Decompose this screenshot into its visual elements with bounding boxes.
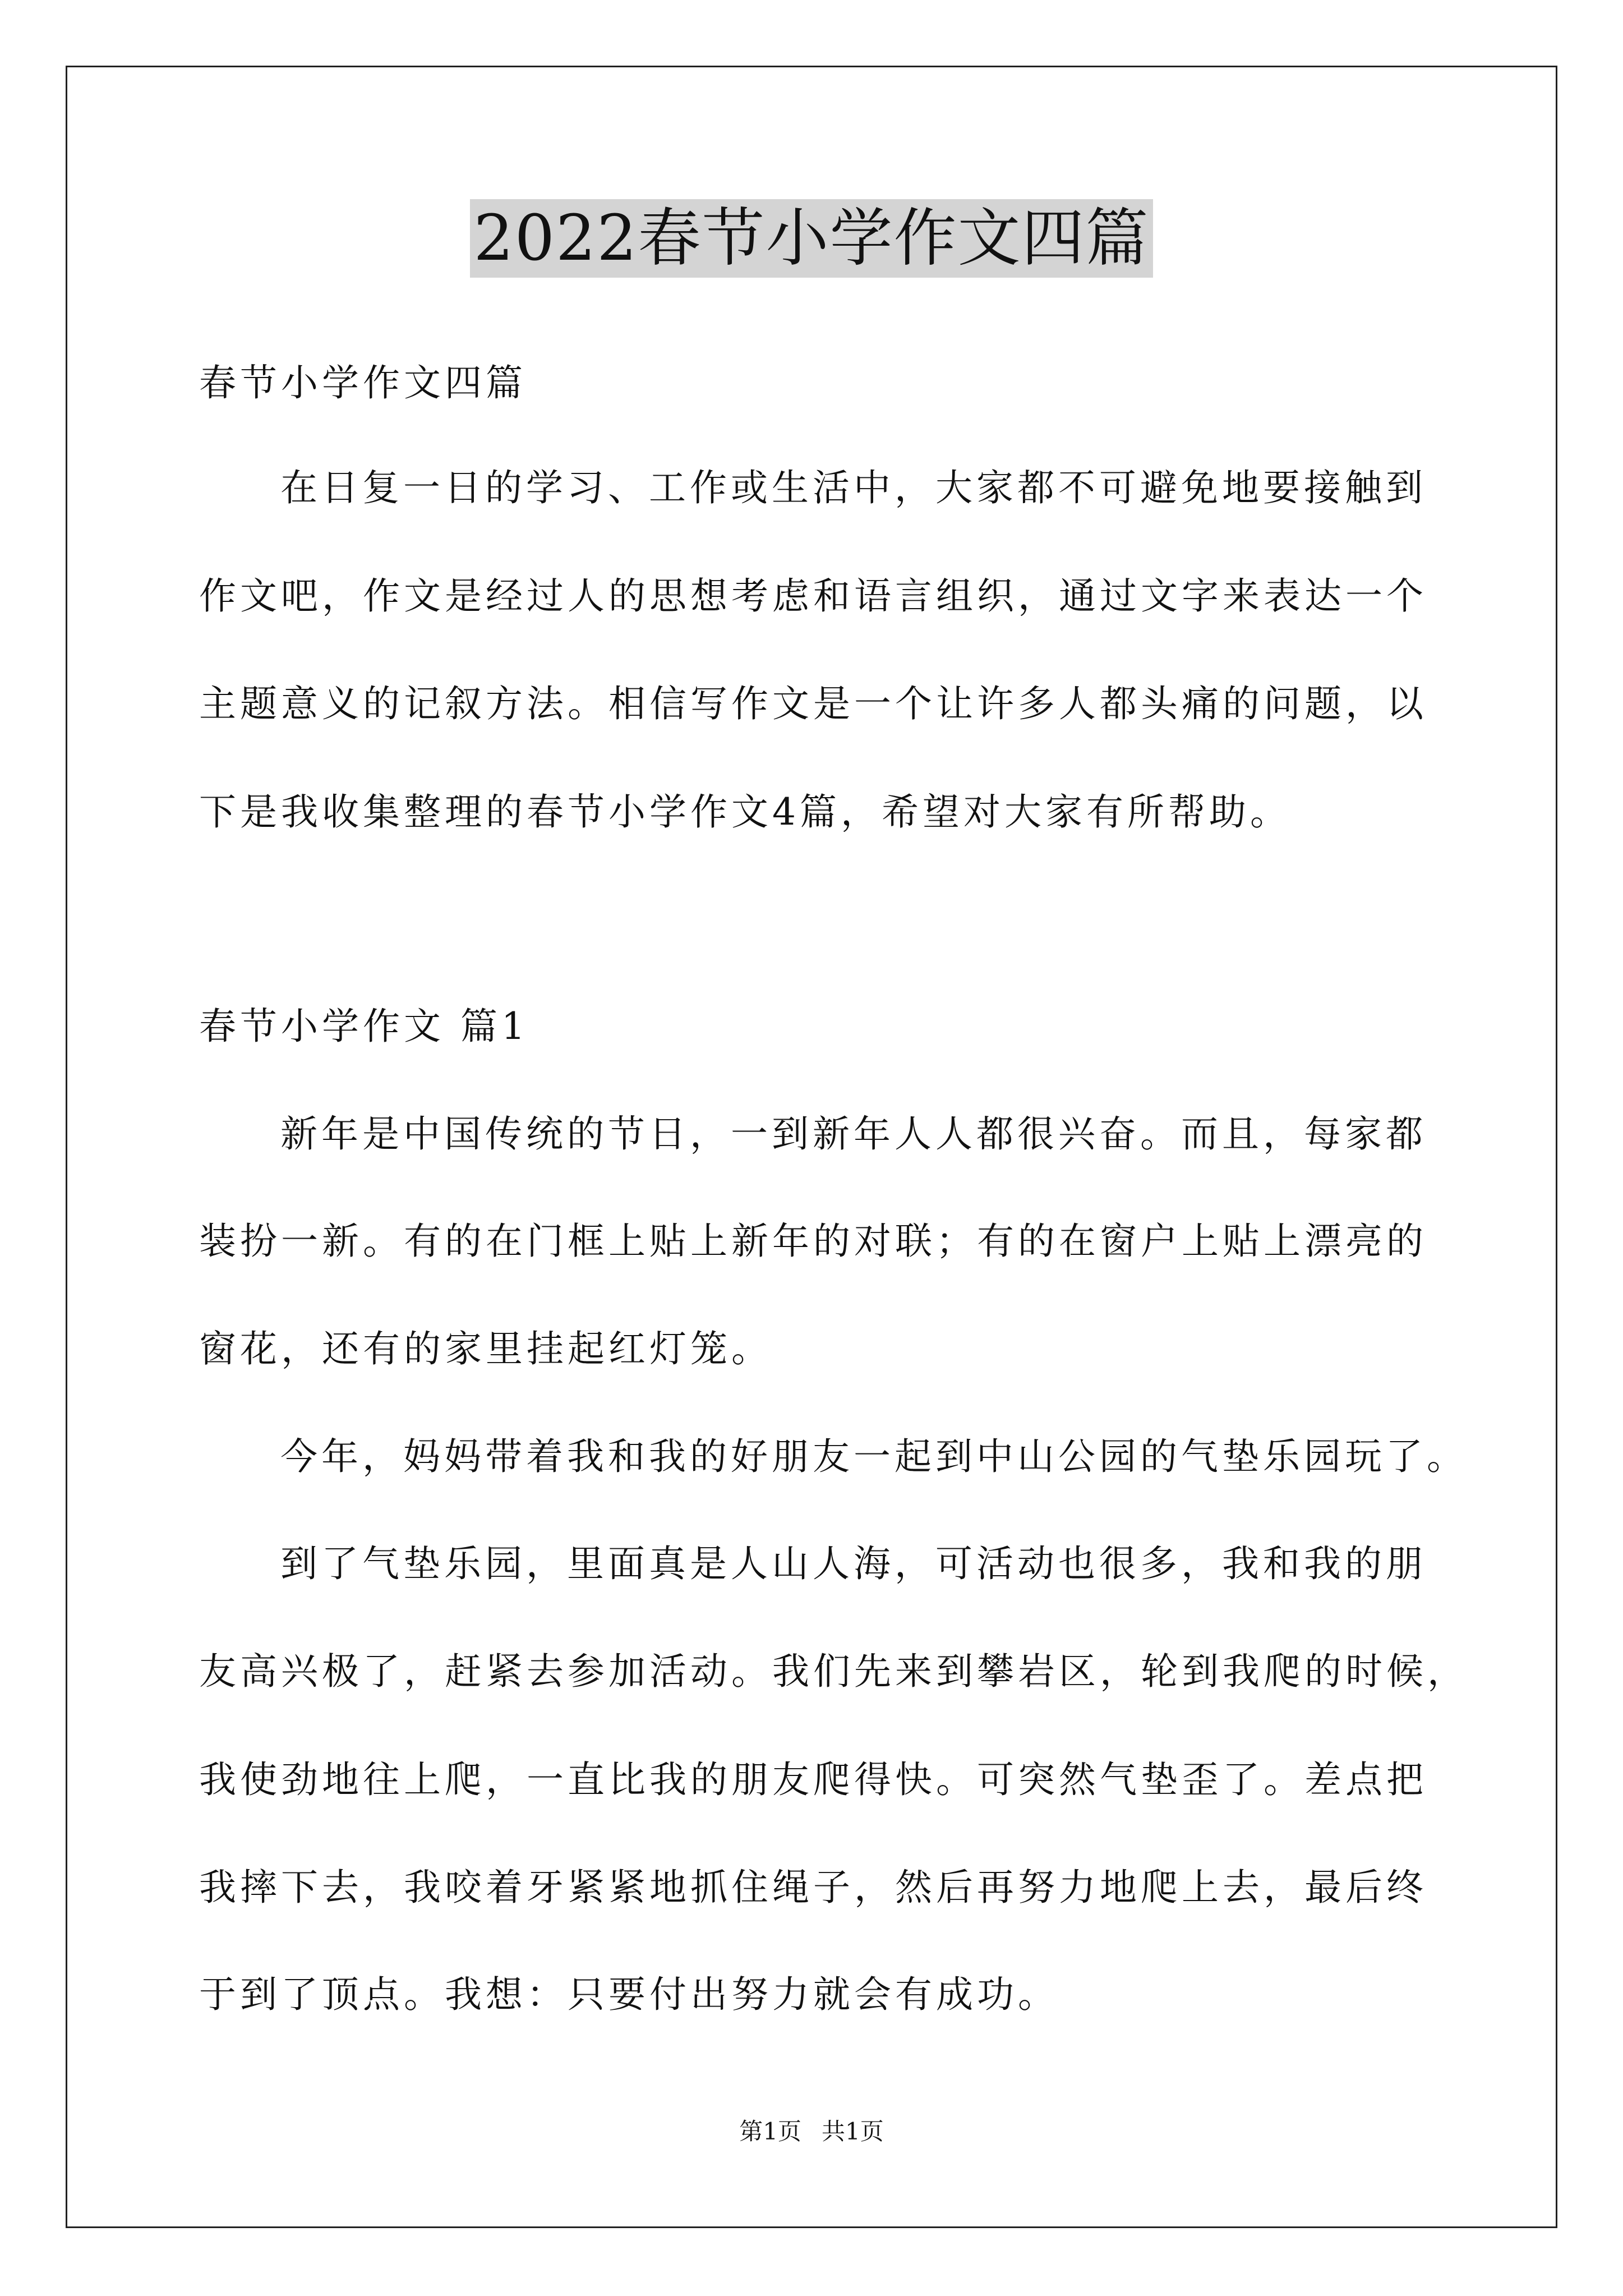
section1-line-5: 到了气垫乐园，里面真是人山人海，可活动也很多，我和我的朋 [280,1542,1427,1585]
section1-line-1: 新年是中国传统的节日，一到新年人人都很兴奋。而且，每家都 [280,1112,1427,1156]
page-footer [0,2118,1623,2146]
document-subtitle: 春节小学作文四篇 [199,361,527,404]
intro-line-2: 作文吧，作文是经过人的思想考虑和语言组织，通过文字来表达一个 [199,574,1427,618]
intro-line-4: 下是我收集整理的春节小学作文4篇，希望对大家有所帮助。 [199,790,1291,834]
section1-line-4: 今年，妈妈带着我和我的好朋友一起到中山公园的气垫乐园玩了。 [280,1435,1468,1478]
title-container [0,199,1623,278]
section1-line-8: 我摔下去，我咬着牙紧紧地抓住绳子，然后再努力地爬上去，最后终 [199,1866,1427,1909]
intro-line-1: 在日复一日的学习、工作或生活中，大家都不可避免地要接触到 [280,466,1427,509]
section1-line-2: 装扮一新。有的在门框上贴上新年的对联；有的在窗户上贴上漂亮的 [199,1220,1427,1263]
document-title: 2022春节小学作文四篇 [470,199,1152,278]
page-number-total: 共1页 [822,2118,884,2145]
section1-line-3: 窗花，还有的家里挂起红灯笼。 [199,1327,772,1370]
intro-line-3: 主题意义的记叙方法。相信写作文是一个让许多人都头痛的问题，以 [199,682,1427,725]
page-number-current: 第1页 [739,2118,801,2145]
section1-heading: 春节小学作文 篇1 [199,1005,529,1048]
section1-line-6: 友高兴极了，赶紧去参加活动。我们先来到攀岩区，轮到我爬的时候， [199,1650,1468,1693]
section1-line-7: 我使劲地往上爬，一直比我的朋友爬得快。可突然气垫歪了。差点把 [199,1758,1427,1801]
section1-line-9: 于到了顶点。我想：只要付出努力就会有成功。 [199,1973,1059,2016]
